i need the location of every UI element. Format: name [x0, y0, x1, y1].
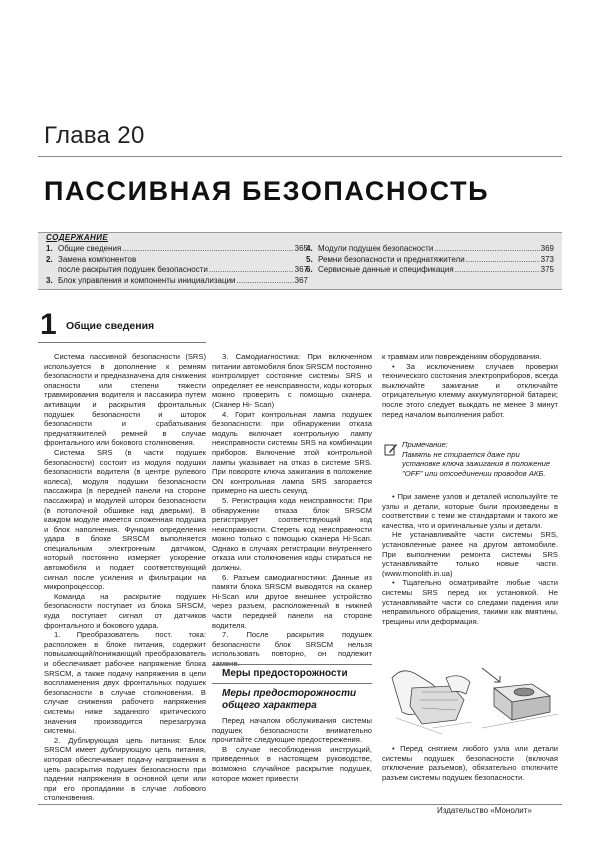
paragraph: Перед началом обслуживания системы подушек безопасности внимательно прочитайте следующие предостережения.	[212, 716, 372, 745]
paragraph: Команда на раскрытие подушек безопасности поступает из блока SRSCM, куда поступает сигнал от датчиков фронтального и бокового удара.	[44, 591, 206, 630]
toc-item-number: 6.	[306, 265, 313, 274]
text-column-3-end	[382, 744, 558, 782]
paragraph: к травмам или повреждениям оборудования.	[382, 352, 542, 361]
section-number: 1	[40, 308, 57, 341]
publisher-footer: Издательство «Монолит»	[437, 806, 532, 815]
toc-item[interactable]	[46, 265, 308, 276]
toc-item-label: после раскрытия подушек безопасности	[58, 265, 208, 274]
toc-item-page: 367	[294, 265, 308, 274]
paragraph: • Тщательно осматривайте любые части системы SRS перед их установкой. Не устанавливайте части со следами падения или неправильного обращения, такими как вмятины, трещины или деформация.	[382, 578, 558, 626]
table-of-contents	[38, 232, 562, 290]
toc-item-page: 373	[540, 254, 554, 264]
toc-item-label: Ремни безопасности и преднатяжители	[318, 254, 465, 264]
paragraph: 2. Дублирующая цепь питания: Блок SRSCM имеет дублирующую цепь питания, которая обеспечивает подачу напряжения в цепь раскрытия подушек безопасности при падении напряжения в основной цепи или при его пропадании в случае лобового столкновения.	[44, 735, 206, 803]
toc-item[interactable]	[306, 244, 554, 255]
toc-item-number: 1.	[46, 244, 53, 253]
footer-divider	[38, 804, 562, 805]
paragraph: 7. После раскрытия подушек безопасности блок SRSCM нельзя использовать повторно, он подлежит замене.	[212, 630, 372, 668]
toc-leader	[466, 255, 540, 266]
subsection-header	[212, 664, 372, 684]
toc-item[interactable]	[306, 265, 554, 276]
text-column-2	[212, 352, 372, 669]
text-column-3	[382, 352, 558, 419]
toc-right-column	[306, 244, 554, 276]
text-column-1	[44, 352, 206, 803]
paragraph: 3. Самодиагностика: При включенном питании автомобиля блок SRSCM постоянно контролирует состояние системы SRS и определяет ее неисправности, коды которых можно проверить с помощью сканера. (Сканер Hi- Scan)	[212, 352, 372, 409]
toc-item-page: 365	[294, 244, 308, 253]
subsection-title: Меры предосторожности	[222, 668, 348, 679]
subsubsection-title: Меры предосторожности общего характера	[222, 688, 357, 711]
toc-leader	[237, 276, 294, 287]
toc-item-number: 2.	[46, 254, 53, 264]
toc-item-label: Замена компонентов	[58, 254, 137, 264]
toc-item-label: Блок управления и компоненты инициализации	[58, 275, 236, 285]
paragraph: Не устанавливайте части системы SRS, установленные ранее на другом автомобиле. При выполнении ремонта системы SRS устанавливайте только новые части. (www.monolith.in.ua)	[382, 530, 558, 578]
note-text: Память не стирается даже при установке ключа зажигания в положение "OFF" или отсоединении проводов АКБ.	[402, 449, 551, 478]
toc-item-number: 3.	[46, 275, 53, 285]
page-title: ПАССИВНАЯ БЕЗОПАСНОСТЬ	[44, 176, 490, 206]
paragraph: Система пассивной безопасности (SRS) используется в дополнение к ремням безопасности и предназначена для снижения опасности или степени тяжести травмирования водителя и пассажира путем активации и раскрытия фронтальных подушек безопасности и шторок безопасности и срабатывания преднатяжителей ремней в случае фронтального или бокового столкновения.	[44, 352, 206, 448]
toc-item-page: 369	[540, 244, 554, 253]
chapter-label: Глава 20	[44, 122, 145, 149]
toc-leader	[209, 265, 294, 276]
text-column-2-continued	[212, 716, 372, 783]
toc-item[interactable]	[46, 276, 308, 287]
note-block	[402, 440, 558, 478]
toc-item-label: Сервисные данные и спецификация	[318, 265, 454, 274]
toc-left-column	[46, 244, 308, 286]
paragraph: 5. Регистрация кода неисправности: При обнаружении отказа блок SRSCM регистрирует соответствующий код неисправности. Стереть код неисправности можно только с помощью сканера Hi-Scan. Однако в случаях регистрации внутреннего отказа или столкновения коды стираться не должны.	[212, 495, 372, 573]
toc-item[interactable]	[306, 255, 554, 266]
note-title: Примечание:	[402, 440, 448, 449]
toc-item-number: 5.	[306, 254, 313, 264]
toc-item-label: Общие сведения	[58, 244, 122, 253]
toc-item-page: 375	[540, 265, 554, 274]
text-column-3-continued	[382, 492, 558, 626]
toc-leader	[122, 244, 293, 255]
note-pencil-icon	[384, 442, 398, 456]
toc-item-number: 4.	[306, 244, 313, 253]
toc-item[interactable]	[46, 244, 308, 255]
paragraph: • При замене узлов и деталей используйте те узлы и детали, которые были произведены в соответствии с теми же стандартами и такого же качества, что и оригинальные узлы и детали.	[382, 492, 558, 530]
title-divider	[38, 156, 562, 157]
paragraph: 4. Горит контрольная лампа подушек безопасности: при обнаружении отказа модуль включает контрольную лампу неисправности системы SRS на комбинации приборов. Включение этой контрольной лампы указывает на отказ в системе SRS. При повороте ключа зажигания в положение ON контрольная лампа SRS загорается примерно на шесть секунд.	[212, 409, 372, 496]
toc-heading: СОДЕРЖАНИЕ	[46, 233, 109, 242]
toc-leader	[434, 244, 539, 255]
section-header	[38, 308, 206, 343]
airbag-handling-illustration	[382, 648, 558, 740]
paragraph: В случае несоблюдения инструкций, приведенных в настоящем руководстве, возможно случайное раскрытие подушек, которое может привести	[212, 744, 372, 783]
toc-item[interactable]	[46, 255, 308, 266]
toc-item-page: 367	[294, 275, 308, 285]
paragraph: • За исключением случаев проверки технического состояния электроприборов, всегда выключайте зажигание и отключайте отрицательную клемму аккумуляторной батареи; после этого следует выждать не менее 3 минут перед началом выполнения работ.	[382, 361, 558, 419]
toc-item-label: Модули подушек безопасности	[318, 244, 434, 253]
paragraph: Система SRS (в части подушек безопасности) состоит из модуля подушки безопасности водителя (в центре рулевого колеса), модуля подушки безопасности пассажира (в передней панели на стороне пассажира) и модулей шторок безопасности (в потолочной обшивке над дверьми). В каждом модуле имеется сложенная подушка и блок наполнения. Функция определения удара в блоке SRSCM выполняется специальным электронным датчиком, который постоянно измеряет ускорение автомобиля и подает соответствующий сигнал после усиления и фильтрации на микропроцессор.	[44, 447, 206, 592]
section-title: Общие сведения	[66, 320, 155, 332]
paragraph: 1. Преобразователь пост. тока: расположен в блоке питания, содержит повышающий/понижающий преобразователь и обеспечивает рабочее напряжение блока SRSCM, а также подачу напряжения в цепи воспламенения двух фронтальных подушек безопасности в случае столкновения. В случае снижения рабочего напряжения системы ниже заданного критического значения производится перезагрузка системы.	[44, 630, 206, 736]
paragraph: • Перед снятием любого узла или детали системы подушек безопасности (включая отключение разъемов), обязательно отключите разъем системы подушек безопасности.	[382, 744, 558, 782]
toc-leader	[455, 265, 540, 276]
paragraph: 6. Разъем самодиагностики: Данные из памяти блока SRSCM выводятся на сканер Hi-Scan или другое внешнее устройство через разъем, расположенный в нижней части передней панели на стороне водителя.	[212, 572, 372, 630]
